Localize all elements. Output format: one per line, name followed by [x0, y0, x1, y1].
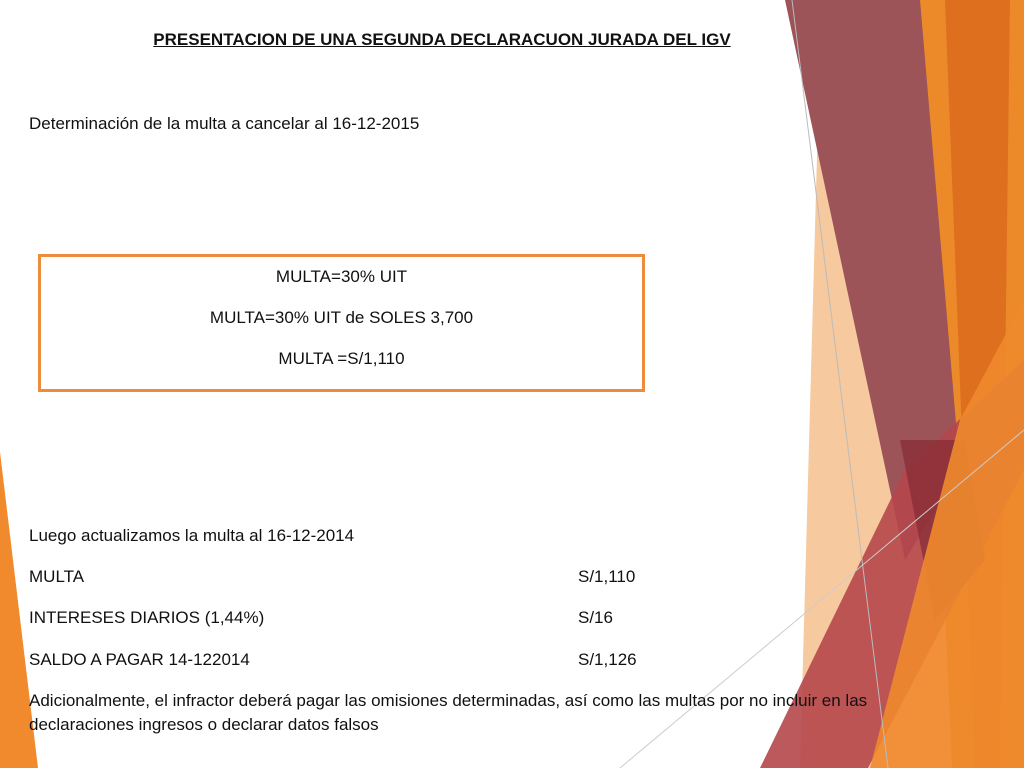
balance-amount: S/1,126 [578, 650, 637, 669]
interest-amount: S/16 [578, 608, 613, 627]
update-title: Luego actualizamos la multa al 16-12-2014 [29, 526, 355, 545]
balance-row [29, 650, 669, 672]
balance-label: SALDO A PAGAR 14-122014 [29, 650, 250, 669]
formula-line-3: MULTA =S/1,110 [278, 349, 405, 368]
formula-line-1: MULTA=30% UIT [275, 267, 408, 286]
additional-note: Adicionalmente, el infractor deberá pagar las omisiones determinadas, así como las multas por no incluir en las declaraciones ingresos o declarar datos falsos [29, 691, 868, 734]
slide-subtitle: Determinación de la multa a cancelar al 16-12-2015 [29, 114, 420, 133]
slide-title: PRESENTACION DE UNA SEGUNDA DECLARACUON JURADA DEL IGV [153, 30, 731, 49]
fine-label: MULTA [29, 567, 85, 586]
interest-label: INTERESES DIARIOS (1,44%) [29, 608, 265, 627]
formula-line-2: MULTA=30% UIT de SOLES 3,700 [209, 308, 474, 327]
formula-box [38, 254, 645, 392]
fine-amount: S/1,110 [578, 567, 636, 586]
fine-row [29, 567, 669, 589]
interest-row [29, 608, 669, 630]
